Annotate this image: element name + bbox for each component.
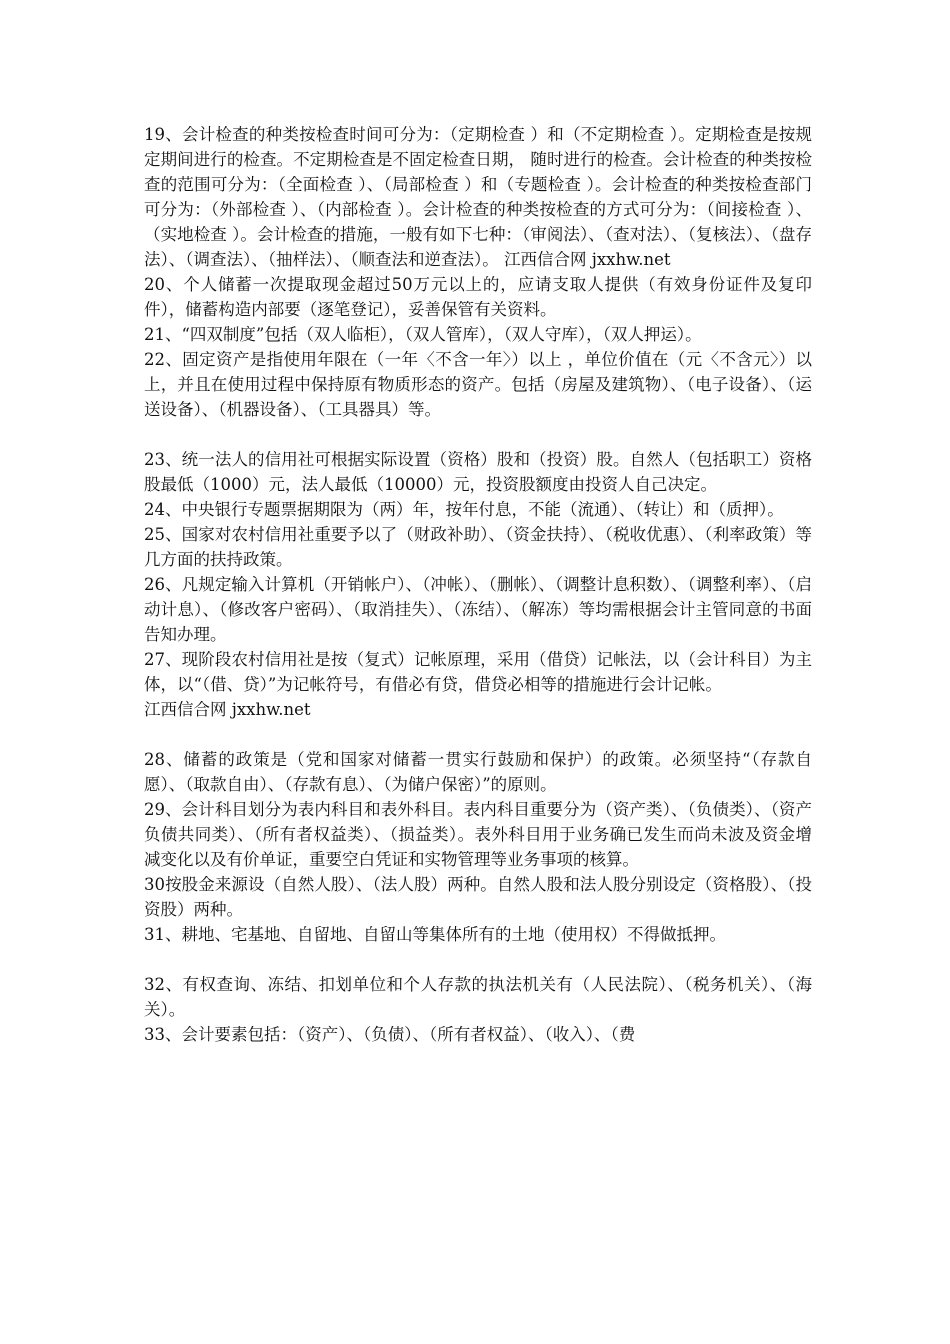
paragraph-30: 30按股金来源设（自然人股）、（法人股）两种。自然人股和法人股分别设定（资格股）、（投资股）两种。 xyxy=(144,875,812,919)
paragraph-23: 23、统一法人的信用社可根据实际设置（资格）股和（投资）股。自然人（包括职工）资格股最低（1000）元，法人最低（10000）元，投资股额度由投资人自己决定。 xyxy=(144,450,812,494)
paragraph-25: 25、国家对农村信用社重要予以了（财政补助）、（资金扶持）、（税收优惠）、（利率政策）等几方面的扶持政策。 xyxy=(144,525,812,569)
paragraph-32: 32、有权查询、冻结、扣划单位和个人存款的执法机关有（人民法院）、（税务机关）、（海关）。 xyxy=(144,975,812,1019)
paragraph-20: 20、个人储蓄一次提取现金超过50万元以上的，应请支取人提供（有效身份证件及复印件），储蓄构造内部要（逐笔登记），妥善保管有关资料。 xyxy=(144,275,812,319)
paragraph-33: 33、会计要素包括：（资产）、（负债）、（所有者权益）、（收入）、（费 xyxy=(144,1025,636,1044)
paragraph-22: 22、固定资产是指使用年限在（一年〈不含一年〉）以上 ，单位价值在（元〈不含元〉）以上，并且在使用过程中保持原有物质形态的资产。包括（房屋及建筑物）、（电子设备）、（运送设备）、（机器设备）、（工具器具）等。 xyxy=(144,350,812,419)
blank-line xyxy=(144,947,812,972)
paragraph-28: 28、储蓄的政策是（党和国家对储蓄一贯实行鼓励和保护）的政策。必须坚持“（存款自愿）、（取款自由）、（存款有息）、（为储户保密）”的原则。 xyxy=(144,750,812,794)
paragraph-27: 27、现阶段农村信用社是按（复式）记帐原理，采用（借贷）记帐法，以（会计科目）为主体，以“（借、贷）”为记帐符号，有借必有贷，借贷必相等的措施进行会计记帐。 xyxy=(144,650,812,694)
blank-line xyxy=(144,722,812,747)
document-body xyxy=(144,122,812,1047)
paragraph-26: 26、凡规定输入计算机（开销帐户）、（冲帐）、（删帐）、（调整计息积数）、（调整利率）、（启动计息）、（修改客户密码）、（取消挂失）、（冻结）、（解冻）等均需根据会计主管同意的书面告知办理。 xyxy=(144,575,812,644)
paragraph-21: 21、“四双制度”包括（双人临柜），（双人管库），（双人守库），（双人押运）。 xyxy=(144,325,702,344)
paragraph-24: 24、中央银行专题票据期限为（两）年，按年付息，不能（流通）、（转让）和（质押）。 xyxy=(144,500,784,519)
paragraph-19: 19、会计检查的种类按检查时间可分为：（定期检查 ）和（不定期检查 ）。定期检查是按规定期间进行的检查。不定期检查是不固定检查日期， 随时进行的检查。会计检查的种类按检查的范围可分为：（全面检查 ）、（局部检查 ）和（专题检查 ）。会计检查的种类按检查部门可分为：（外部检查 ）、（内部检查 ）。会计检查的种类按检查的方式可分为：（间接检查 ）、（实地检查 ）。会计检查的措施，一般有如下七种：（审阅法）、（查对法）、（复核法）、（盘存法）、（调查法）、（抽样法）、（顺查法和逆查法）。 江西信合网 jxxhw.net xyxy=(144,125,812,269)
blank-line xyxy=(144,422,812,447)
paragraph-31: 31、耕地、宅基地、自留地、自留山等集体所有的土地（使用权）不得做抵押。 xyxy=(144,925,726,944)
paragraph-29: 29、会计科目划分为表内科目和表外科目。表内科目重要分为（资产类）、（负债类）、（资产负债共同类）、（所有者权益类）、（损益类）。表外科目用于业务确已发生而尚未波及资金增减变化以及有价单证，重要空白凭证和实物管理等业务事项的核算。 xyxy=(144,800,812,869)
watermark-line: 江西信合网 jxxhw.net xyxy=(144,700,311,719)
